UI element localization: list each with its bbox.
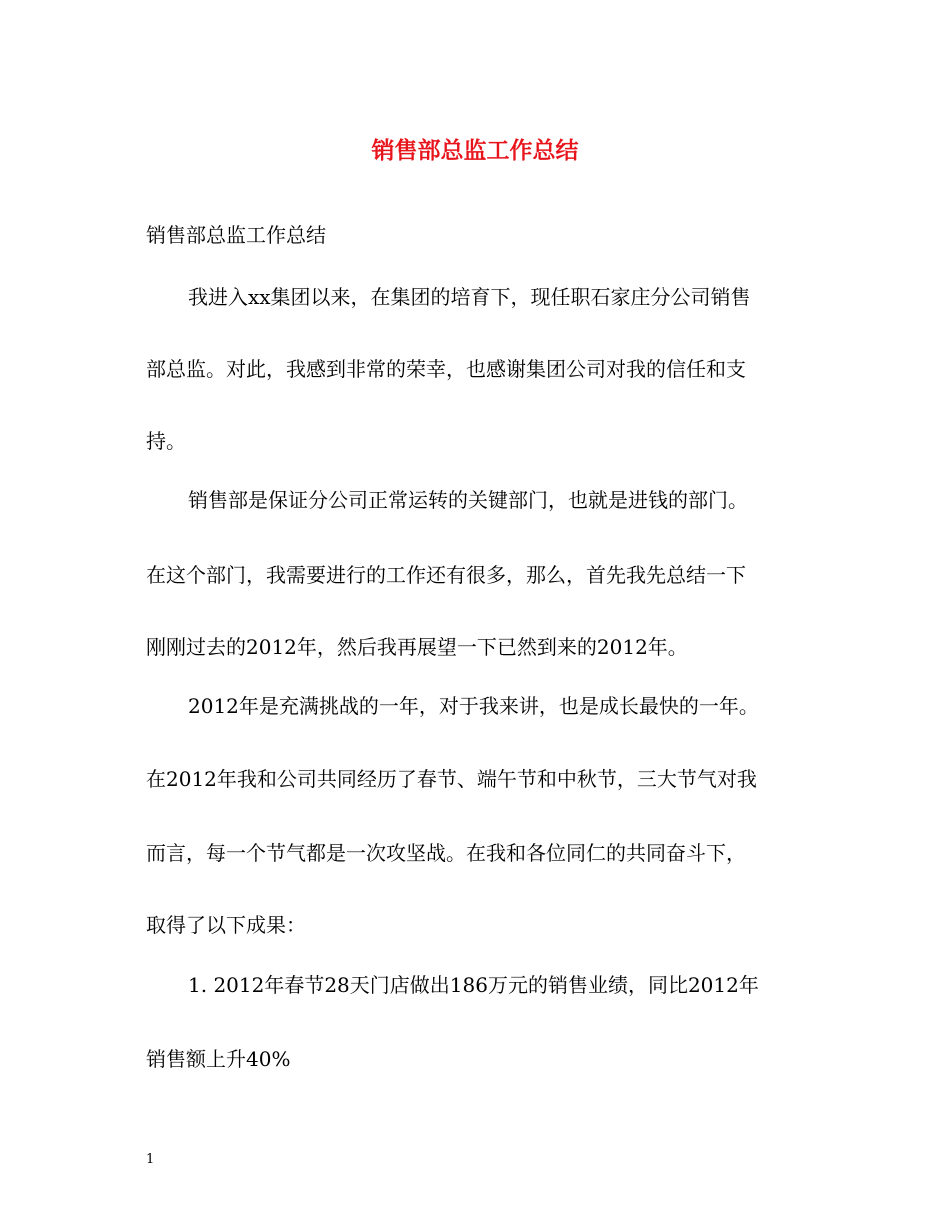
paragraph-1-line-3: 持。 [146, 429, 186, 453]
paragraph-2-line-1: 销售部是保证分公司正常运转的关键部门，也就是进钱的部门。 [188, 488, 748, 512]
paragraph-3-line-1: 2012年是充满挑战的一年，对于我来讲，也是成长最快的一年。 [188, 694, 759, 718]
paragraph-3-line-3: 而言，每一个节气都是一次攻坚战。在我和各位同仁的共同奋斗下， [146, 841, 746, 865]
document-title: 销售部总监工作总结 [371, 137, 579, 164]
paragraph-3-line-4: 取得了以下成果： [146, 913, 306, 937]
page-number: 1 [146, 1152, 155, 1167]
paragraph-1-line-2: 部总监。对此，我感到非常的荣幸，也感谢集团公司对我的信任和支 [146, 357, 746, 381]
list-item-1-line-2: 销售额上升40% [146, 1047, 291, 1071]
paragraph-3-line-2: 在2012年我和公司共同经历了春节、端午节和中秋节，三大节气对我 [146, 767, 757, 791]
paragraph-2-line-3: 刚刚过去的2012年，然后我再展望一下已然到来的2012年。 [146, 635, 688, 659]
paragraph-1-line-1: 我进入xx集团以来，在集团的培育下，现任职石家庄分公司销售 [188, 285, 751, 309]
paragraph-2-line-2: 在这个部门，我需要进行的工作还有很多，那么，首先我先总结一下 [146, 563, 746, 587]
list-item-1-line-1: 1. 2012年春节28天门店做出186万元的销售业绩，同比2012年 [188, 973, 759, 997]
subtitle-line: 销售部总监工作总结 [146, 223, 326, 247]
